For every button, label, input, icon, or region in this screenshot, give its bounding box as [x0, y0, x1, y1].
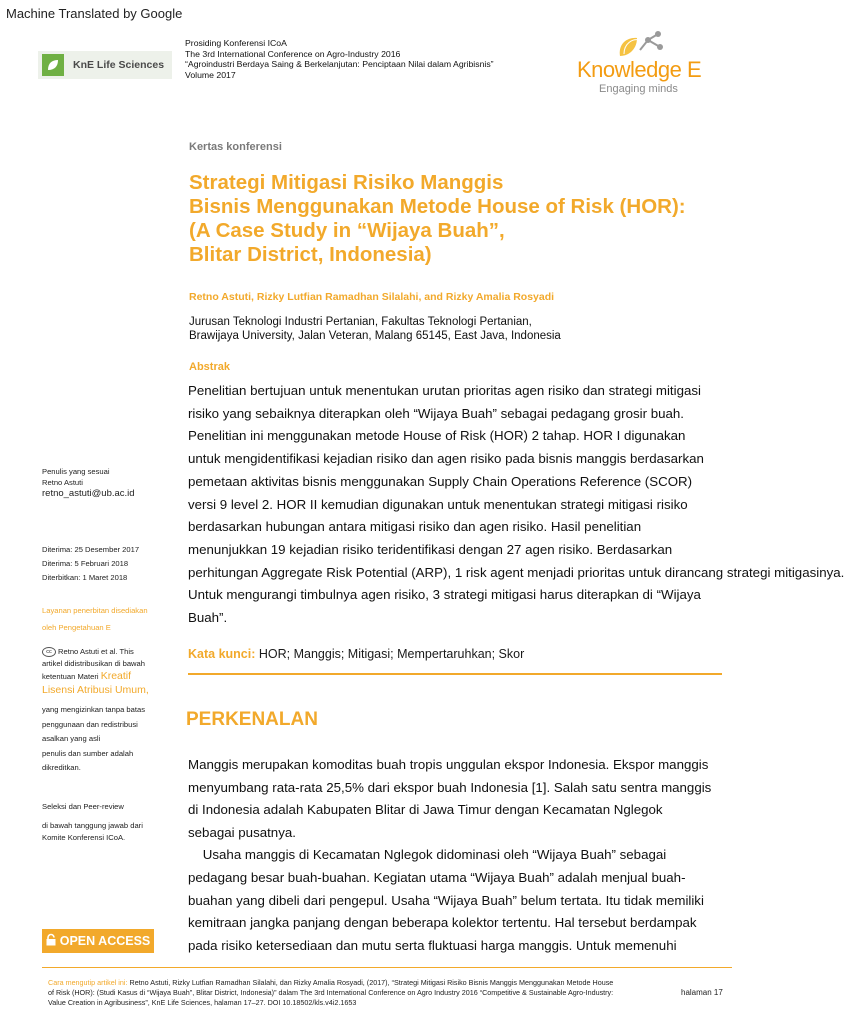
- title-line: Blitar District, Indonesia): [189, 243, 432, 266]
- padlock-icon: [46, 934, 56, 949]
- abstract-line: risiko yang sebaiknya diterapkan oleh “Wijaya Buah” sebagai pedagang grosir buah.: [188, 405, 684, 421]
- open-access-badge: [42, 929, 154, 953]
- abstract-heading: Abstrak: [189, 361, 230, 373]
- corresponding-label: Penulis yang sesuai: [42, 467, 110, 476]
- title-line: Bisnis Menggunakan Metode House of Risk (HOR):: [189, 195, 686, 218]
- abstract-line: Buah”.: [188, 610, 228, 626]
- accepted-date: Diterima: 5 Februari 2018: [42, 559, 129, 568]
- title-line: Strategi Mitigasi Risiko Manggis: [189, 171, 504, 194]
- leaf-icon: [42, 54, 64, 76]
- copyright-line: yang mengizinkan tanpa batas: [42, 705, 146, 714]
- intro-line: Usaha manggis di Kecamatan Nglegok didominasi oleh “Wijaya Buah” sebagai: [188, 847, 667, 863]
- citation-line: Value Creation in Agribusiness”, KnE Life Sciences, halaman 17–27. DOI 10.18502/kls.v4i2.1653: [48, 998, 357, 1007]
- abstract-line: Untuk mengurangi timbulnya agen risiko, 3 strategi mitigasi harus diterapkan di “Wijaya: [188, 587, 701, 603]
- knowledge-e-wordmark: Knowledge E: [577, 57, 702, 82]
- proceedings-line: Prosiding Konferensi ICoA: [185, 38, 287, 48]
- intro-line: buahan yang dibeli dari pengepul. Usaha “Wijaya Buah” belum tertata. Itu tidak memiliki: [188, 892, 704, 908]
- publishing-services: [42, 602, 148, 636]
- footer-divider: [42, 967, 732, 968]
- copyright-line: asalkan yang asli: [42, 734, 101, 743]
- abstract-line: untuk mengidentifikasi kejadian risiko dan agen risiko pada bisnis manggis berdasarkan: [188, 451, 704, 467]
- page-number: halaman 17: [681, 988, 723, 997]
- proceedings-line: “Agroindustri Berdaya Saing & Berkelanjutan: Penciptaan Nilai dalam Agribisnis”: [185, 59, 494, 70]
- proceedings-line: The 3rd International Conference on Agro-Industry 2016: [185, 48, 401, 59]
- copyright-block: [42, 646, 149, 776]
- keywords-label: Kata kunci:: [188, 647, 256, 661]
- intro-heading: PERKENALAN: [186, 709, 318, 730]
- dates-block: [42, 543, 139, 585]
- abstract-line: menunjukkan 19 kejadian risiko teridentifikasi dengan 27 agen risiko. Berdasarkan: [188, 541, 673, 557]
- corresponding-name: Retno Astuti: [42, 478, 83, 487]
- abstract-line: versi 9 level 2. HOR II kemudian digunakan untuk menentukan strategi mitigasi risiko: [188, 496, 688, 512]
- intro-line: kemitraan jangka panjang dengan beberapa kolektor tertentu. Hal tersebut berdampak: [188, 915, 697, 931]
- abstract-line: berdasarkan hubungan antara mitigasi risiko dan agen risiko. Hasil penelitian: [188, 519, 642, 535]
- affiliation-line: Jurusan Teknologi Industri Pertanian, Fakultas Teknologi Pertanian,: [189, 316, 532, 328]
- proceedings-info: [185, 38, 494, 80]
- paper-type: Kertas konferensi: [189, 141, 282, 153]
- keywords-list: HOR; Manggis; Mitigasi; Mempertaruhkan; Skor: [258, 647, 525, 661]
- paper-affiliation: [189, 315, 561, 343]
- license-link[interactable]: Lisensi Atribusi Umum,: [42, 684, 149, 696]
- affiliation-line: Brawijaya University, Jalan Veteran, Malang 65145, East Java, Indonesia: [189, 330, 561, 342]
- review-line: Seleksi dan Peer-review: [42, 802, 124, 811]
- paper-title: [189, 171, 686, 267]
- copyright-line: ketentuan Materi: [42, 672, 99, 681]
- journal-badge-name: KnE Life Sciences: [73, 59, 165, 71]
- keywords: [188, 647, 524, 661]
- abstract-line: Penelitian ini menggunakan metode House of Risk (HOR) 2 tahap. HOR I digunakan: [188, 428, 686, 444]
- section-divider: [188, 673, 722, 675]
- copyright-line: penggunaan dan redistribusi: [42, 719, 138, 729]
- open-access-label: OPEN ACCESS: [59, 934, 151, 948]
- peer-review-block: [42, 801, 143, 845]
- citation-block: [48, 978, 613, 1008]
- received-date: Diterima: 25 Desember 2017: [42, 545, 140, 554]
- citation-label: Cara mengutip artikel ini:: [48, 978, 128, 987]
- publishing-line: oleh Pengetahuan E: [42, 623, 111, 632]
- intro-line: sebagai pusatnya.: [188, 824, 296, 840]
- corresponding-email[interactable]: retno_astuti@ub.ac.id: [42, 488, 135, 499]
- intro-line: menyumbang rata-rata 25,5% dari ekspor buah Indonesia [1]. Salah satu sentra manggis: [188, 779, 712, 795]
- abstract-line: Penelitian bertujuan untuk menentukan urutan prioritas agen risiko dan strategi mitigasi: [188, 383, 701, 398]
- copyright-line: penulis dan sumber adalah: [42, 748, 134, 758]
- abstract-line: pemetaan aktivitas bisnis menggunakan Supply Chain Operations Reference (SCOR): [188, 473, 693, 489]
- title-line: (A Case Study in “Wijaya Buah”,: [189, 219, 505, 242]
- creative-commons-icon: cc: [42, 647, 56, 657]
- citation-line: of Risk (HOR): (Studi Kasus di “Wijaya Buah”, Blitar District, Indonesia)” dalam The 3rd International Conference on Agro Industry 2016 “Competitive & Sustainable Agro-Industry:: [48, 988, 614, 997]
- intro-line: di Indonesia adalah Kabupaten Blitar di Jawa Timur dengan Kecamatan Nglegok: [188, 802, 663, 818]
- copyright-line: dikreditkan.: [42, 763, 81, 772]
- corresponding-author: [42, 466, 135, 499]
- intro-body: [188, 754, 768, 957]
- journal-badge: [38, 51, 172, 79]
- copyright-line: artikel didistribusikan di bawah: [42, 658, 145, 668]
- abstract-body: [188, 380, 844, 630]
- review-line: di bawah tanggung jawab dari: [42, 820, 143, 830]
- machine-translation-banner: Machine Translated by Google: [6, 6, 183, 21]
- copyright-line: Retno Astuti et al. This: [58, 647, 134, 656]
- knowledge-e-tagline: Engaging minds: [599, 83, 678, 95]
- citation-line: Retno Astuti, Rizky Lutfian Ramadhan Silalahi, dan Rizky Amalia Rosyadi, (2017), “Strategi Mitigasi Risiko Bisnis Manggis Menggunakan Metode House: [129, 978, 614, 987]
- intro-line: pedagang besar buah-buahan. Kegiatan utama “Wijaya Buah” adalah menjual buah-: [188, 869, 686, 885]
- paper-authors: Retno Astuti, Rizky Lutfian Ramadhan Silalahi, and Rizky Amalia Rosyadi: [189, 291, 555, 303]
- review-line: Komite Konferensi ICoA.: [42, 833, 126, 842]
- published-date: Diterbitkan: 1 Maret 2018: [42, 573, 128, 582]
- publishing-line: Layanan penerbitan disediakan: [42, 606, 148, 615]
- proceedings-line: Volume 2017: [185, 69, 236, 80]
- intro-line: pada risiko ketersediaan dan mutu serta fluktuasi harga manggis. Untuk memenuhi: [188, 937, 677, 953]
- intro-line: Manggis merupakan komoditas buah tropis unggulan ekspor Indonesia. Ekspor manggis: [188, 757, 709, 772]
- abstract-line: perhitungan Aggregate Risk Potential (ARP), 1 risk agent menjadi prioritas untuk dirancang strategi mitigasinya.: [188, 564, 844, 580]
- license-link[interactable]: Kreatif: [100, 670, 132, 682]
